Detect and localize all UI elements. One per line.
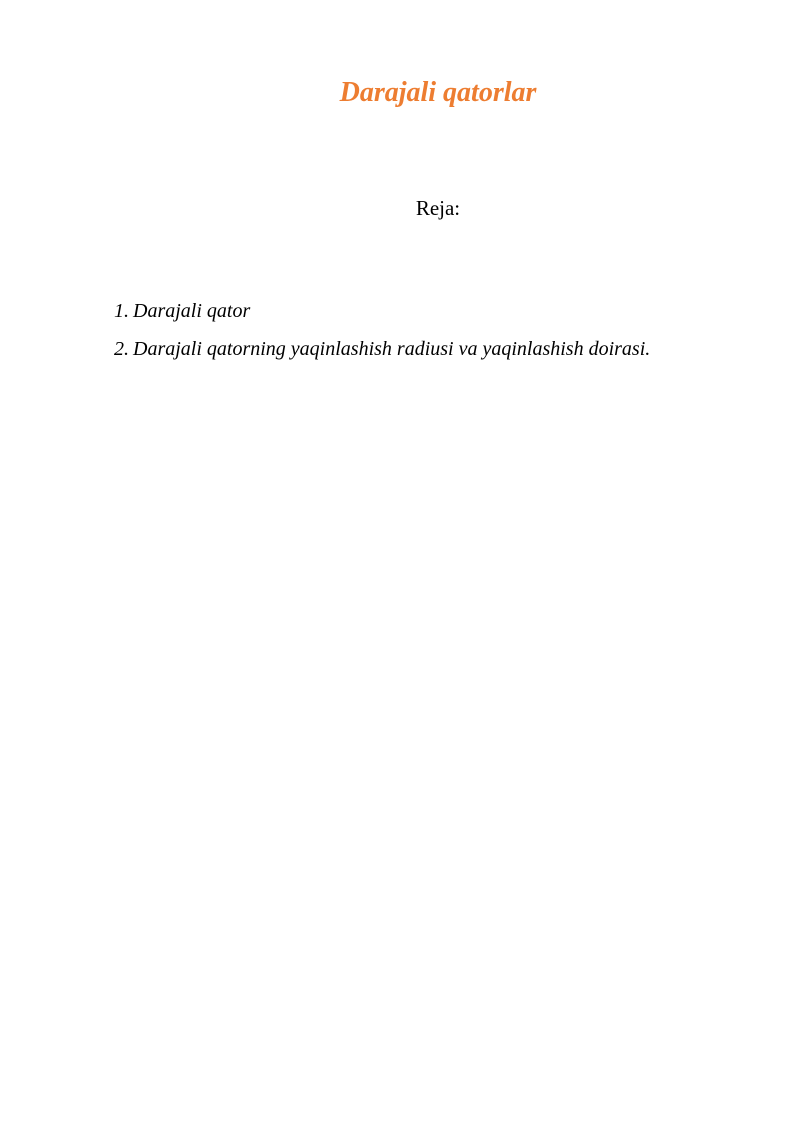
plan-item-text: Darajali qator bbox=[133, 300, 251, 322]
document-title: Darajali qatorlar bbox=[339, 77, 537, 108]
plan-list bbox=[114, 298, 650, 374]
plan-item-text: Darajali qatorning yaqinlashish radiusi va yaqinlashish doirasi. bbox=[133, 338, 651, 360]
plan-item-number: 2. bbox=[114, 338, 129, 360]
plan-item-number: 1. bbox=[114, 300, 129, 322]
plan-item-2 bbox=[114, 336, 650, 362]
plan-heading: Reja: bbox=[415, 196, 461, 220]
plan-item-1 bbox=[114, 298, 650, 324]
